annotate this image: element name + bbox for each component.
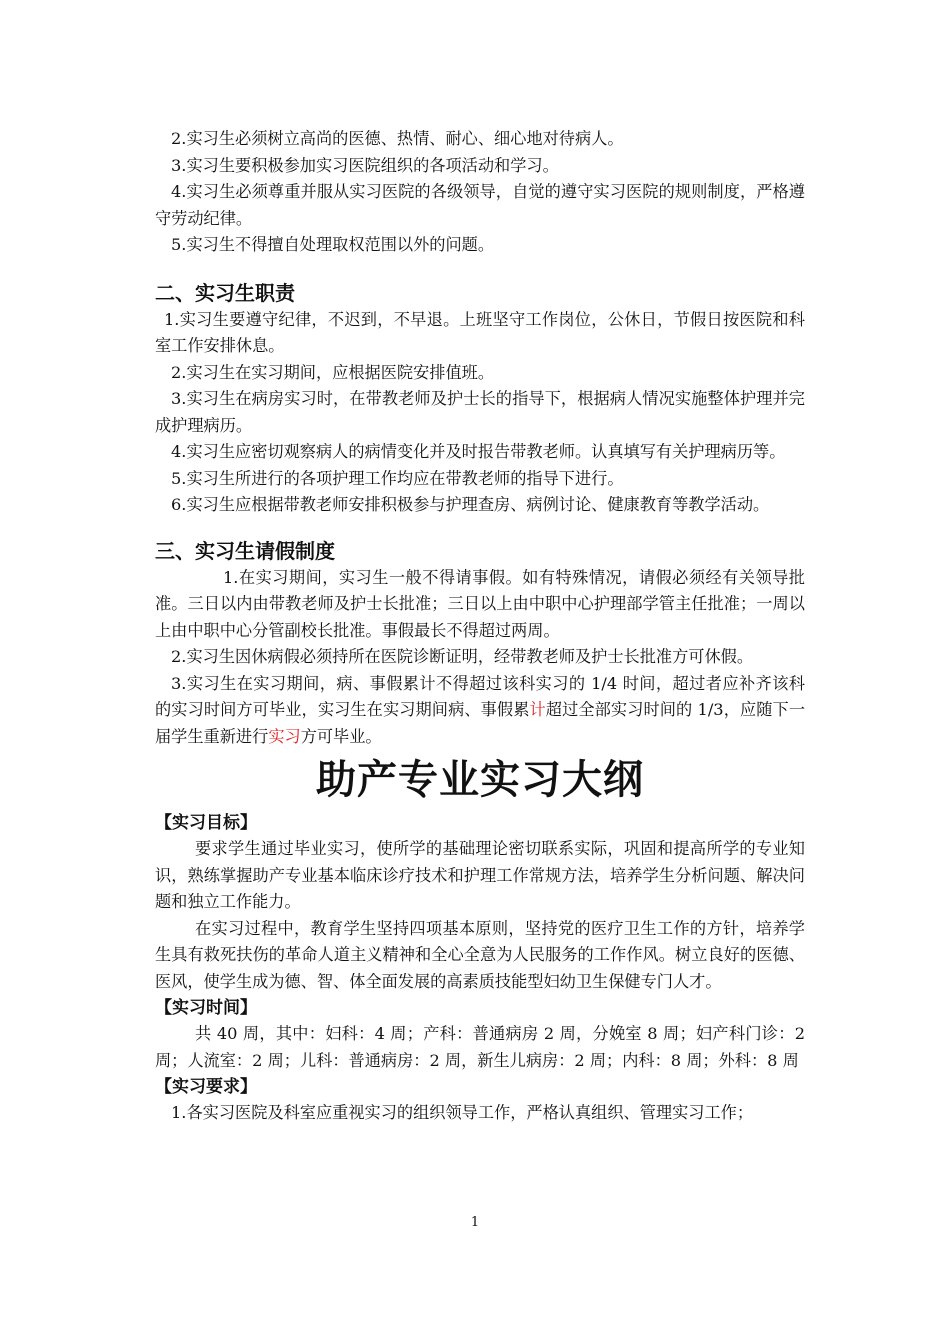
- rule-item-2: 2.实习生必须树立高尚的医德、热情、耐心、细心地对待病人。: [171, 129, 624, 148]
- goal-heading: 【实习目标】: [155, 813, 257, 833]
- rule-item-5: 5.实习生不得擅自处理取权范围以外的问题。: [171, 235, 495, 254]
- goal-paragraph-1: 要求学生通过毕业实习，使所学的基础理论密切联系实际，巩固和提高所学的专业知识，熟练掌握助产专业基本临床诊疗技术和护理工作常规方法，培养学生分析问题、解决问题和独立工作能力。: [155, 839, 805, 911]
- leave-item-3-part3: 方可毕业。: [300, 726, 382, 746]
- page-number: 1: [470, 1215, 480, 1230]
- outline-title: 助产专业实习大纲: [316, 757, 644, 803]
- highlighted-text: 实习: [268, 726, 301, 746]
- duty-item-3: 3.实习生在病房实习时，在带教老师及护士长的指导下，根据病人情况实施整体护理并完成护理病历。: [155, 389, 805, 435]
- leave-item-2: 2.实习生因休病假必须持所在医院诊断证明，经带教老师及护士长批准方可休假。: [171, 647, 754, 666]
- rule-item-3: 3.实习生要积极参加实习医院组织的各项活动和学习。: [171, 155, 559, 175]
- section-heading-leave: 三、实习生请假制度: [155, 538, 335, 563]
- leave-item-3-part1: 3.实习生在实习期间，病、事假累计不得超过该科实习的 1/4 时间，超过者应补齐该科的实习时间方可毕业，实习生在实习期间病、事假累: [155, 673, 805, 719]
- section-heading-duties: 二、实习生职责: [155, 280, 295, 305]
- leave-item-3: [155, 671, 805, 751]
- duty-item-6: 6.实习生应根据带教老师安排积极参与护理查房、病例讨论、健康教育等教学活动。: [171, 495, 770, 514]
- goal-paragraph-2: 在实习过程中，教育学生坚持四项基本原则，坚持党的医疗卫生工作的方针，培养学生具有救死扶伤的革命人道主义精神和全心全意为人民服务的工作作风。树立良好的医德、医风，使学生成为德、智、体全面发展的高素质技能型妇幼卫生保健专门人才。: [155, 918, 805, 991]
- duty-item-2: 2.实习生在实习期间，应根据医院安排值班。: [171, 362, 495, 382]
- requirement-item-1: 1.各实习医院及科室应重视实习的组织领导工作，严格认真组织、管理实习工作；: [171, 1103, 754, 1122]
- rule-item-4: 4.实习生必须尊重并服从实习医院的各级领导，自觉的遵守实习医院的规则制度，严格遵守劳动纪律。: [155, 182, 805, 228]
- document-body: [155, 126, 805, 1127]
- leave-item-1: 1.在实习期间，实习生一般不得请事假。如有特殊情况，请假必须经有关领导批准。三日以内由带教老师及护士长批准；三日以上由中职中心护理部学管主任批准；一周以上由中职中心分管副校长批准。事假最长不得超过两周。: [155, 567, 805, 640]
- highlighted-text: 计: [529, 700, 546, 719]
- duty-item-4: 4.实习生应密切观察病人的病情变化并及时报告带教老师。认真填写有关护理病历等。: [171, 442, 786, 461]
- time-paragraph: 共 40 周，其中：妇科：4 周；产科：普通病房 2 周，分娩室 8 周；妇产科门诊：2 周；人流室：2 周；儿科：普通病房：2 周，新生儿病房：2 周；内科：8 周；外科：8 周: [155, 1024, 805, 1070]
- requirements-heading: 【实习要求】: [155, 1077, 257, 1097]
- duty-item-5: 5.实习生所进行的各项护理工作均应在带教老师的指导下进行。: [171, 468, 624, 488]
- leave-item-3-part2: 超过全部实习时间的 1/3，应随下一届学生重新进行: [155, 700, 806, 746]
- time-heading: 【实习时间】: [155, 998, 257, 1018]
- duty-item-1: 1.实习生要遵守纪律，不迟到，不早退。上班坚守工作岗位，公休日，节假日按医院和科室工作安排休息。: [155, 309, 805, 355]
